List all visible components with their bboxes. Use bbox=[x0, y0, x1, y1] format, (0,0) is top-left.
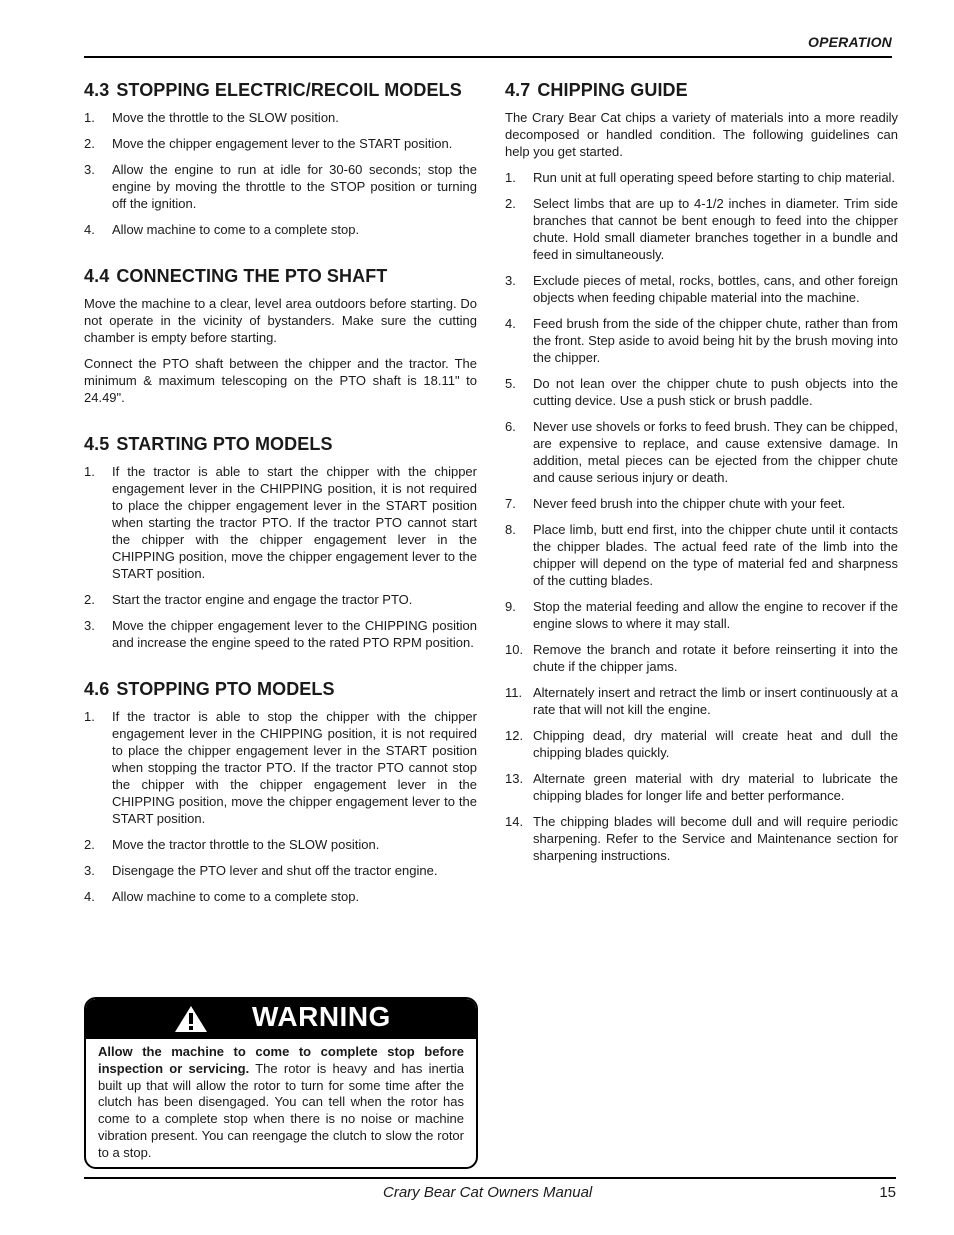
footer-title: Crary Bear Cat Owners Manual bbox=[383, 1184, 593, 1201]
step-text: Stop the material feeding and allow the engine to recover if the engine slows to where it may stall. bbox=[533, 599, 898, 631]
section-number: 4.6 bbox=[84, 679, 110, 699]
step-text: Alternate green material with dry material to lubricate the chipping blades for longer life and better performance. bbox=[533, 771, 898, 803]
step-number: 1. bbox=[84, 464, 95, 479]
step-text: Chipping dead, dry material will create heat and dull the chipping blades quickly. bbox=[533, 728, 898, 760]
step-item bbox=[505, 641, 898, 675]
section-title: CHIPPING GUIDE bbox=[537, 80, 688, 100]
section-title: STARTING PTO MODELS bbox=[116, 434, 333, 454]
section-4-6 bbox=[84, 679, 477, 905]
step-item bbox=[84, 463, 477, 582]
step-item bbox=[505, 169, 898, 186]
step-text: Allow the engine to run at idle for 30-60 seconds; stop the engine by moving the throttle to the STOP position or turning off the ignition. bbox=[112, 162, 477, 211]
step-item bbox=[84, 135, 477, 152]
left-column bbox=[84, 80, 477, 933]
step-number: 1. bbox=[505, 170, 516, 185]
step-number: 3. bbox=[505, 273, 516, 288]
step-number: 3. bbox=[84, 863, 95, 878]
step-text: Allow machine to come to a complete stop. bbox=[112, 889, 360, 904]
step-number: 8. bbox=[505, 522, 516, 537]
step-number: 3. bbox=[84, 162, 95, 177]
step-text: If the tractor is able to start the chipper with the chipper engagement lever in the CHIPPING position, it is not required to place the chipper engagement lever in the START position when starting the tractor PTO. If the tractor PTO cannot start the chipper with the chipper engagement lever in the CHIPPING position, move the chipper engagement lever to the START position. bbox=[112, 464, 477, 581]
warning-box bbox=[84, 997, 478, 1169]
step-number: 5. bbox=[505, 376, 516, 391]
warning-body bbox=[86, 1039, 476, 1162]
step-number: 2. bbox=[84, 837, 95, 852]
step-number: 2. bbox=[84, 592, 95, 607]
step-item bbox=[84, 836, 477, 853]
step-text: The chipping blades will become dull and will require periodic sharpening. Refer to the Service and Maintenance section for sharpening instructions. bbox=[533, 814, 898, 863]
section-title: CONNECTING THE PTO SHAFT bbox=[116, 266, 388, 286]
step-number: 7. bbox=[505, 496, 516, 511]
step-item bbox=[505, 727, 898, 761]
step-list bbox=[84, 109, 477, 238]
step-item bbox=[84, 221, 477, 238]
step-text: Remove the branch and rotate it before reinserting it into the chute if the chipper jams. bbox=[533, 642, 898, 674]
section-heading bbox=[84, 434, 477, 455]
step-number: 9. bbox=[505, 599, 516, 614]
step-text: Disengage the PTO lever and shut off the tractor engine. bbox=[112, 863, 438, 878]
step-item bbox=[505, 521, 898, 589]
warning-body-text: The rotor is heavy and has inertia built up that will allow the rotor to turn for some time after the clutch has been disengaged. You can tell when the rotor has come to a complete stop when there is no noise or machine vibration present. You can reengage the clutch to slow the rotor to a stop. bbox=[98, 1060, 464, 1160]
step-text: Run unit at full operating speed before starting to chip material. bbox=[533, 170, 896, 185]
step-number: 1. bbox=[84, 110, 95, 125]
step-number: 13. bbox=[505, 771, 524, 786]
step-list bbox=[84, 708, 477, 905]
section-4-7 bbox=[505, 80, 898, 864]
step-number: 4. bbox=[84, 889, 95, 904]
step-item bbox=[505, 272, 898, 306]
section-number: 4.7 bbox=[505, 80, 531, 100]
step-number: 2. bbox=[84, 136, 95, 151]
step-number: 4. bbox=[84, 222, 95, 237]
step-text: Place limb, butt end first, into the chipper chute until it contacts the chipper blades. The actual feed rate of the limb into the chipper will depend on the type of material fed and sharpness of the cutting blades. bbox=[533, 522, 898, 588]
step-text: Alternately insert and retract the limb or insert continuously at a rate that will not kill the engine. bbox=[533, 685, 898, 717]
step-item bbox=[84, 591, 477, 608]
step-item bbox=[505, 684, 898, 718]
step-text: Never feed brush into the chipper chute with your feet. bbox=[533, 496, 846, 511]
step-item bbox=[505, 495, 898, 512]
step-text: If the tractor is able to stop the chipper with the chipper engagement lever in the CHIPPING position, it is not required to place the chipper engagement lever in the START position when stopping the tractor PTO. If the tractor PTO cannot stop the chipper with the chipper engagement lever in the CHIPPING position, move the chipper engagement lever to the START position. bbox=[112, 709, 477, 826]
step-text: Do not lean over the chipper chute to push objects into the cutting device. Use a push stick or brush paddle. bbox=[533, 376, 898, 408]
step-item bbox=[84, 161, 477, 212]
section-4-4 bbox=[84, 266, 477, 406]
section-title: STOPPING ELECTRIC/RECOIL MODELS bbox=[116, 80, 462, 100]
step-list bbox=[84, 463, 477, 651]
step-item bbox=[84, 708, 477, 827]
step-text: Move the chipper engagement lever to the CHIPPING position and increase the engine speed to the rated PTO RPM position. bbox=[112, 618, 477, 650]
step-number: 12. bbox=[505, 728, 524, 743]
step-number: 4. bbox=[505, 316, 516, 331]
step-item bbox=[505, 375, 898, 409]
section-number: 4.3 bbox=[84, 80, 110, 100]
section-heading bbox=[84, 679, 477, 700]
step-text: Move the chipper engagement lever to the START position. bbox=[112, 136, 453, 151]
step-item bbox=[505, 195, 898, 263]
section-title: STOPPING PTO MODELS bbox=[116, 679, 335, 699]
warning-title: WARNING bbox=[252, 1001, 391, 1032]
step-number: 2. bbox=[505, 196, 516, 211]
paragraph: Move the machine to a clear, level area outdoors before starting. Do not operate in the vicinity of bystanders. Make sure the cutting chamber is empty before starting. bbox=[84, 296, 477, 345]
section-number: 4.4 bbox=[84, 266, 110, 286]
step-item bbox=[505, 598, 898, 632]
section-4-5 bbox=[84, 434, 477, 651]
step-item bbox=[84, 862, 477, 879]
step-item bbox=[84, 617, 477, 651]
header-operation-label: OPERATION bbox=[808, 34, 892, 50]
step-item bbox=[84, 109, 477, 126]
step-text: Feed brush from the side of the chipper chute, rather than from the front. Step aside to avoid being hit by the brush moving into the chipper. bbox=[533, 316, 898, 365]
right-column bbox=[505, 80, 898, 892]
step-text: Allow machine to come to a complete stop. bbox=[112, 222, 360, 237]
step-item bbox=[505, 315, 898, 366]
section-heading bbox=[505, 80, 898, 101]
step-text: Never use shovels or forks to feed brush. They can be chipped, are expensive to replace, and cause extensive damage. In addition, metal pieces can be ejected from the chipper chute and cause serious injury or death. bbox=[533, 419, 898, 485]
step-text: Select limbs that are up to 4-1/2 inches in diameter. Trim side branches that cannot be bent enough to feed into the chipper chute. Hold small diameter branches together in a bundle and feed in simultaneously. bbox=[533, 196, 898, 262]
section-heading bbox=[84, 80, 477, 101]
step-item bbox=[84, 888, 477, 905]
step-item bbox=[505, 770, 898, 804]
step-number: 1. bbox=[84, 709, 95, 724]
step-item bbox=[505, 813, 898, 864]
paragraph: The Crary Bear Cat chips a variety of materials into a more readily decomposed or handled condition. The following guidelines can help you get started. bbox=[505, 110, 898, 159]
paragraph: Connect the PTO shaft between the chipper and the tractor. The minimum & maximum telescoping on the PTO shaft is 18.11" to 24.49". bbox=[84, 356, 477, 405]
step-text: Move the throttle to the SLOW position. bbox=[112, 110, 339, 125]
warning-header bbox=[86, 999, 476, 1039]
warning-triangle-icon bbox=[174, 1005, 208, 1033]
step-item bbox=[505, 418, 898, 486]
step-text: Start the tractor engine and engage the tractor PTO. bbox=[112, 592, 413, 607]
step-text: Exclude pieces of metal, rocks, bottles, cans, and other foreign objects when feeding chipable material into the machine. bbox=[533, 273, 898, 305]
footer-rule bbox=[84, 1177, 896, 1179]
step-number: 14. bbox=[505, 814, 524, 829]
warning-bold-text: Allow the machine to come to complete stop before inspection or servicing. bbox=[98, 1044, 464, 1076]
step-text: Move the tractor throttle to the SLOW position. bbox=[112, 837, 380, 852]
step-number: 3. bbox=[84, 618, 95, 633]
section-heading bbox=[84, 266, 477, 287]
step-list bbox=[505, 169, 898, 864]
step-number: 11. bbox=[505, 685, 523, 700]
page-number: 15 bbox=[879, 1184, 896, 1201]
section-4-3 bbox=[84, 80, 477, 238]
step-number: 10. bbox=[505, 642, 524, 657]
step-number: 6. bbox=[505, 419, 516, 434]
header-rule bbox=[84, 56, 892, 58]
section-number: 4.5 bbox=[84, 434, 110, 454]
